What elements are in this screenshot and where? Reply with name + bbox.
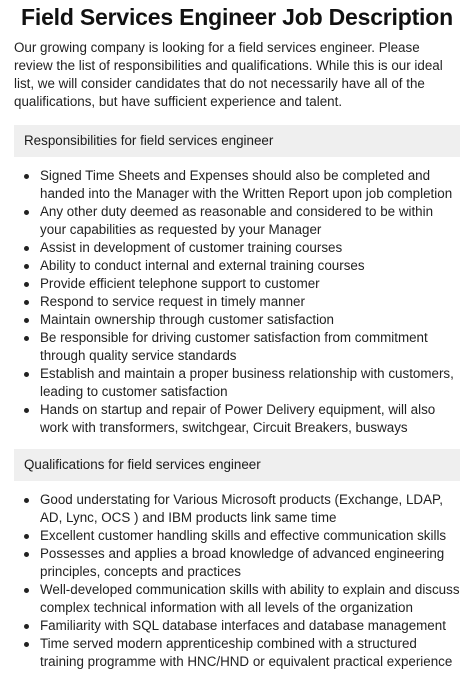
list-item — [14, 527, 460, 545]
list-item-text: Any other duty deemed as reasonable and considered to be within your capabilities as requested by your Manager — [40, 204, 434, 237]
responsibilities-heading: Responsibilities for field services engineer — [14, 125, 460, 157]
list-item-text: Assist in development of customer training courses — [40, 240, 343, 255]
bullet-icon — [24, 372, 29, 377]
list-item-text: Time served modern apprenticeship combined with a structured training programme with HNC/HND or equivalent practical experience — [40, 636, 453, 669]
bullet-icon — [24, 210, 29, 215]
list-item — [14, 203, 460, 239]
list-item-text: Familiarity with SQL database interfaces and database management — [40, 618, 446, 633]
list-item-text: Respond to service request in timely manner — [40, 294, 305, 309]
list-item — [14, 617, 460, 635]
list-item-text: Hands on startup and repair of Power Delivery equipment, will also work with transformers, switchgear, Circuit Breakers, busways — [40, 402, 436, 435]
list-item-text: Excellent customer handling skills and effective communication skills — [40, 528, 447, 543]
page-title: Field Services Engineer Job Description — [21, 4, 453, 30]
list-item — [14, 401, 460, 437]
list-item — [14, 545, 460, 581]
list-item — [14, 311, 460, 329]
list-item-text: Be responsible for driving customer satisfaction from commitment through quality service standards — [40, 330, 428, 363]
bullet-icon — [24, 624, 29, 629]
bullet-icon — [24, 318, 29, 323]
list-item — [14, 275, 460, 293]
list-item — [14, 329, 460, 365]
bullet-icon — [24, 264, 29, 269]
list-item — [14, 365, 460, 401]
list-item — [14, 491, 460, 527]
list-item — [14, 293, 460, 311]
bullet-icon — [24, 300, 29, 305]
list-item-text: Provide efficient telephone support to customer — [40, 276, 320, 291]
bullet-icon — [24, 588, 29, 593]
qualifications-list — [14, 491, 460, 671]
intro-paragraph: Our growing company is looking for a field services engineer. Please review the list of responsibilities and qualifications. While this is our ideal list, we will consider candidates that do not necessarily have all of the qualifications, but have sufficient experience and talent. — [14, 40, 443, 109]
responsibilities-list — [14, 167, 460, 437]
list-item-text: Signed Time Sheets and Expenses should also be completed and handed into the Manager with the Written Report upon job completion — [40, 168, 453, 201]
list-item — [14, 239, 460, 257]
bullet-icon — [24, 336, 29, 341]
bullet-icon — [24, 552, 29, 557]
qualifications-heading: Qualifications for field services engineer — [14, 449, 460, 481]
list-item-text: Good understating for Various Microsoft products (Exchange, LDAP, AD, Lync, OCS ) and IBM products link same time — [40, 492, 443, 525]
list-item — [14, 257, 460, 275]
bullet-icon — [24, 174, 29, 179]
list-item — [14, 581, 460, 617]
bullet-icon — [24, 282, 29, 287]
list-item — [14, 167, 460, 203]
list-item-text: Establish and maintain a proper business relationship with customers, leading to customer satisfaction — [40, 366, 454, 399]
list-item-text: Maintain ownership through customer satisfaction — [40, 312, 334, 327]
bullet-icon — [24, 498, 29, 503]
list-item — [14, 635, 460, 671]
list-item-text: Possesses and applies a broad knowledge of advanced engineering principles, concepts and practices — [40, 546, 445, 579]
list-item-text: Ability to conduct internal and external training courses — [40, 258, 365, 273]
list-item-text: Well-developed communication skills with ability to explain and discuss complex technical information with all levels of the organization — [40, 582, 460, 615]
bullet-icon — [24, 408, 29, 413]
bullet-icon — [24, 642, 29, 647]
bullet-icon — [24, 246, 29, 251]
bullet-icon — [24, 534, 29, 539]
